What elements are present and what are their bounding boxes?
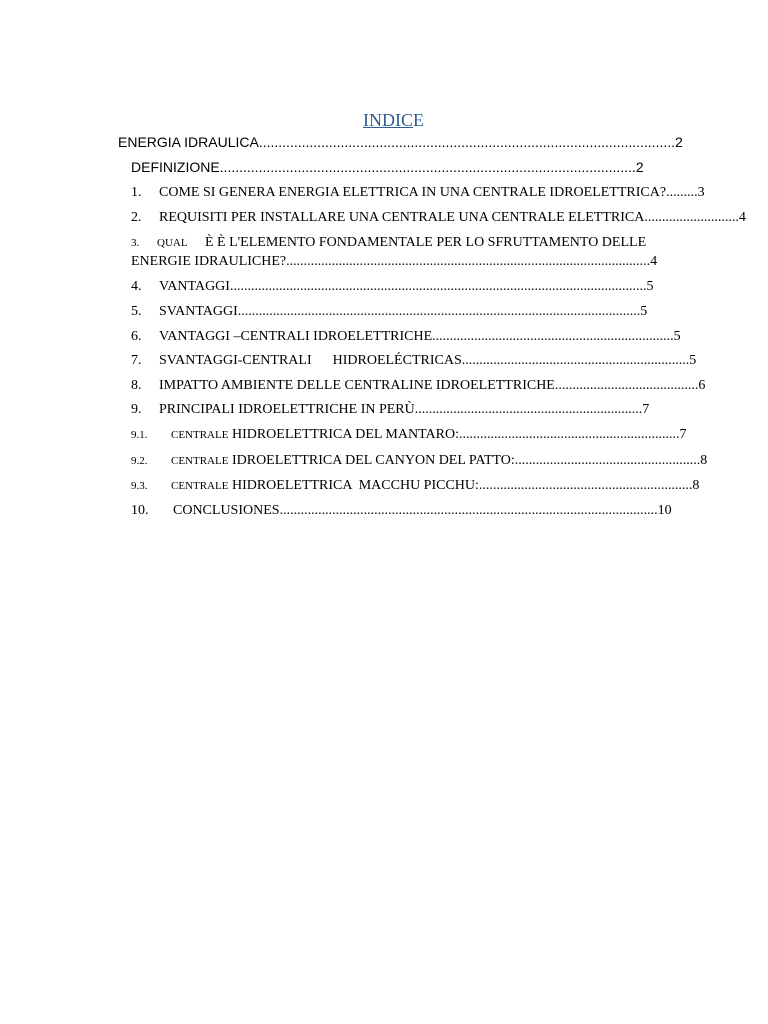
toc-entry-leader: .........	[666, 185, 698, 200]
toc-entry-number: 8.	[131, 378, 142, 393]
toc-entry-number: 9.1.	[131, 429, 148, 441]
toc-title-tail: E	[413, 110, 424, 130]
toc-entry-leader: .............................................................	[478, 478, 693, 493]
toc-entry[interactable]	[131, 401, 649, 419]
toc-entry-text: HIDROELETTRICA MACCHU PICCHU:	[231, 478, 479, 493]
toc-entry-leader: .......................................................................................................................	[229, 279, 647, 294]
toc-entry-text: SVANTAGGI	[159, 304, 238, 319]
toc-entry-page: 6	[698, 378, 706, 393]
toc-entry-text: ENERGIA IDRAULICA	[118, 134, 259, 150]
toc-entry-leader: .........................................	[554, 378, 699, 393]
toc-entry-leader: .....................................................	[514, 453, 701, 468]
toc-entry-continuation[interactable]	[131, 253, 657, 271]
toc-entry-text: CONCLUSIONES	[173, 503, 280, 518]
toc-entry-number: 4.	[131, 279, 142, 294]
toc-entry-leader: ...........................................................................................................	[219, 159, 636, 175]
toc-entry-page: 2	[675, 134, 683, 150]
toc-entry-number: 7.	[131, 353, 142, 368]
toc-entry-number: 3.	[131, 237, 140, 249]
toc-entry-leader: .....................................................................	[432, 329, 674, 344]
toc-entry-leader: .................................................................	[414, 402, 643, 417]
toc-entry-page: 7	[679, 427, 687, 442]
toc-entry[interactable]	[131, 184, 705, 202]
toc-entry-page: 5	[673, 329, 681, 344]
toc-entry-page: 5	[640, 304, 648, 319]
toc-entry-prefix: QUAL	[157, 237, 188, 249]
toc-entry[interactable]	[118, 133, 683, 151]
toc-entry-page: 5	[689, 353, 697, 368]
toc-entry-text: SVANTAGGI-CENTRALI	[159, 353, 312, 368]
toc-entry-page: 2	[635, 159, 644, 175]
toc-entry-number: 1.	[131, 185, 142, 200]
toc-entry-number: 2.	[131, 210, 142, 225]
toc-entry-page: 7	[642, 402, 650, 417]
toc-entry-leader: ........................................................................................................	[286, 254, 651, 269]
toc-entry-page: 10	[657, 503, 672, 518]
toc-entry-text: VANTAGGI	[159, 279, 230, 294]
toc-entry[interactable]	[131, 328, 681, 346]
toc-entry-number: 9.	[131, 402, 142, 417]
toc-title	[0, 110, 768, 131]
toc-entry-page: 3	[697, 185, 705, 200]
toc-entry-leader: ...................................................................................................................	[237, 304, 641, 319]
toc-entry[interactable]	[131, 352, 696, 370]
toc-entry-page: 8	[700, 453, 708, 468]
toc-entry-prefix: CENTRALE	[171, 429, 229, 441]
toc-entry[interactable]	[131, 303, 647, 321]
toc-entry-text: ENERGIE IDRAULICHE?	[131, 254, 287, 269]
toc-entry-text: REQUISITI PER INSTALLARE UNA CENTRALE UNA CENTRALE ELETTRICA	[159, 210, 645, 225]
toc-entry-prefix: CENTRALE	[171, 455, 229, 467]
toc-entry-leader: .................................................................	[461, 353, 690, 368]
toc-entry-text: COME SI GENERA ENERGIA ELETTRICA IN UNA CENTRALE IDROELETTRICA?	[159, 185, 667, 200]
toc-entry-page: 8	[692, 478, 700, 493]
toc-entry-page: 5	[646, 279, 654, 294]
toc-entry[interactable]	[131, 158, 644, 176]
toc-entry[interactable]	[131, 426, 686, 444]
toc-entry-number: 6.	[131, 329, 142, 344]
toc-entry-text: IMPATTO AMBIENTE DELLE CENTRALINE IDROELETTRICHE	[159, 378, 555, 393]
toc-entry[interactable]	[131, 278, 653, 296]
toc-entry-number: 9.3.	[131, 480, 148, 492]
toc-title-main: INDIC	[363, 110, 413, 130]
toc-entry-text: HIDROELETTRICA DEL MANTARO:	[231, 427, 459, 442]
toc-entry-leader: ............................................................................................................	[279, 503, 658, 518]
toc-entry[interactable]	[131, 234, 646, 252]
toc-entry-leader: ...............................................................	[458, 427, 680, 442]
toc-entry-number: 9.2.	[131, 455, 148, 467]
toc-entry[interactable]	[131, 502, 672, 520]
toc-entry-leader: ...........................................................................................................	[258, 134, 676, 150]
toc-entry-text: VANTAGGI –CENTRALI IDROELETTRICHE	[159, 329, 433, 344]
toc-entry-leader: ...........................	[644, 210, 739, 225]
toc-entry-text-2: HIDROELÉCTRICAS	[332, 353, 462, 368]
toc-entry[interactable]	[131, 452, 707, 470]
toc-entry-text: È È L'ELEMENTO FONDAMENTALE PER LO SFRUTTAMENTO DELLE	[205, 235, 647, 250]
toc-entry-text: DEFINIZIONE	[131, 159, 220, 175]
toc-entry-text: PRINCIPALI IDROELETTRICHE IN PERÙ	[159, 402, 415, 417]
toc-entry[interactable]	[131, 377, 705, 395]
toc-entry-page: 4	[738, 210, 746, 225]
toc-entry-prefix: CENTRALE	[171, 480, 229, 492]
toc-entry-number: 10.	[131, 503, 149, 518]
toc-entry[interactable]	[131, 477, 699, 495]
toc-entry-page: 4	[650, 254, 658, 269]
toc-entry-text: IDROELETTRICA DEL CANYON DEL PATTO:	[231, 453, 515, 468]
toc-entry[interactable]	[131, 209, 746, 227]
toc-entry-number: 5.	[131, 304, 142, 319]
